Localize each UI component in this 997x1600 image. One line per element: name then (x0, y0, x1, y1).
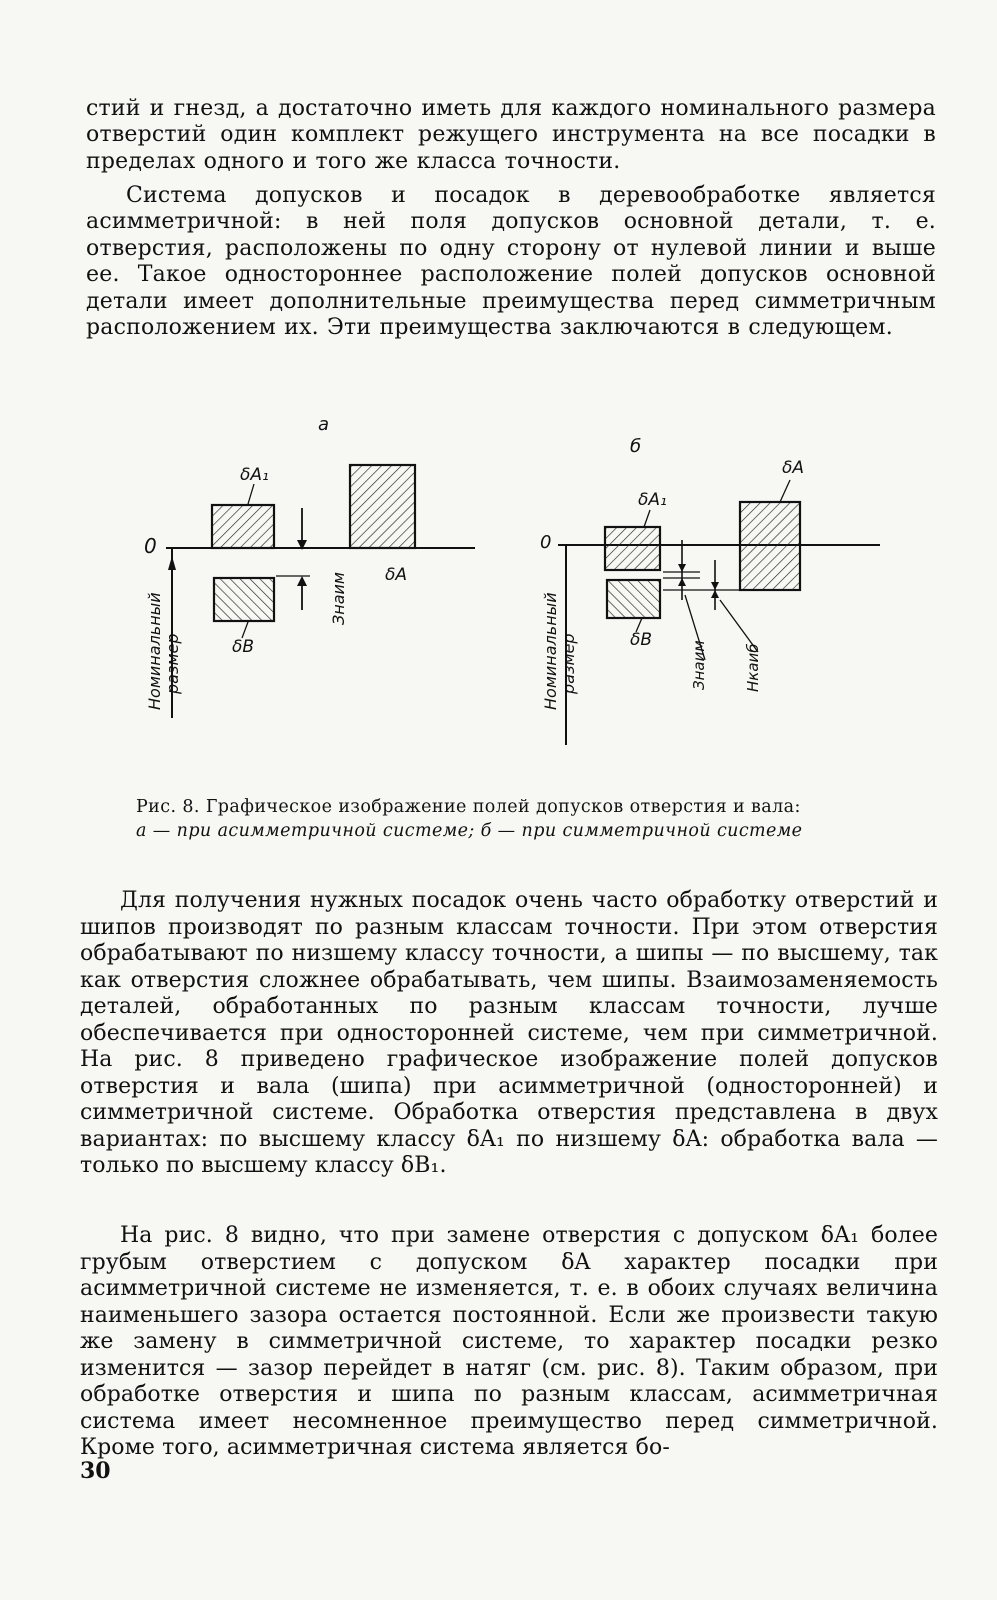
label-dA1-a: δA₁ (240, 465, 269, 485)
label-dA-a: δA (385, 565, 408, 585)
nominal-label-b1: Номинальный (541, 592, 560, 710)
label-zmin-a: Знаим (329, 572, 348, 625)
label-dA1-b: δA₁ (638, 490, 667, 510)
panel-a (144, 414, 475, 718)
paragraph-4: На рис. 8 видно, что при замене отверстия с допуском δA₁ более грубым отверстием с допуском δA характер посадки при асимметричной системе не изменяется, т. е. в обоих случаях величина наименьшего зазора остается постоянной. Если же произвести такую же замену в симметричной системе, то характер посадки резко изменится — зазор перейдет в натяг (см. рис. 8). Таким образом, при обработке отверстия и шипа по разным классам, асимметричная система имеет несомненное преимущество перед симметричной. Кроме того, асимметричная система является бо- (80, 1223, 938, 1460)
label-zmin-b: Знаим (690, 640, 708, 690)
field-dB-b (607, 580, 660, 618)
panel-b-label: б (630, 436, 642, 457)
nominal-label-a2: размер (163, 633, 182, 694)
label-dA-b: δA (782, 458, 805, 478)
nominal-label-b2: размер (559, 633, 578, 694)
page-number: 30 (80, 1458, 111, 1484)
paragraph-1: стий и гнезд, а достаточно иметь для каждого номинального размера отверстий один комплект режущего инструмента на все посадки в пределах одного и того же класса точности. (86, 96, 936, 174)
nominal-arrow-a (168, 556, 176, 570)
field-dA-b (740, 502, 800, 590)
label-nmax-b: Нкаиб (744, 643, 762, 692)
zero-label-b: 0 (540, 532, 552, 553)
figure-caption-line-2: а — при асимметричной системе; б — при симметричной системе (136, 821, 803, 841)
panel-a-label: а (318, 414, 330, 435)
figure-8 (130, 400, 890, 784)
zero-label-a: 0 (144, 534, 157, 558)
field-dA1-a (212, 505, 274, 548)
field-dA1-b (605, 527, 660, 570)
paragraph-3: Для получения нужных посадок очень часто обработку отверстий и шипов производят по разным классам точности. При этом отверстия обрабатывают по низшему классу точности, а шипы — по высшему, так как отверстия сложнее обрабатывать, чем шипы. Взаимозаменяемость деталей, обработанных по разным классам точности, лучше обеспечивается при односторонней системе, чем при симметричной. На рис. 8 приведено графическое изображение полей допусков отверстия и вала (шипа) при асимметричной (односторонней) и симметричной системе. Обработка отверстия представлена в двух вариантах: по высшему классу δA₁ по низшему δA: обработка вала — только по высшему классу δB₁. (80, 888, 938, 1178)
label-dB-a: δB (232, 637, 255, 657)
tolerance-diagram (130, 400, 890, 780)
label-dB-b: δB (630, 630, 653, 650)
field-dA-a (350, 465, 415, 548)
panel-b (540, 436, 880, 745)
field-dB-a (214, 578, 274, 621)
paragraph-2: Система допусков и посадок в деревообработке является асимметричной: в ней поля допусков основной детали, т. е. отверстия, расположены по одну сторону от нулевой линии и выше ее. Такое одностороннее расположение полей допусков основной детали имеет дополнительные преимущества перед симметричным расположением их. Эти преимущества заключаются в следующем. (86, 183, 936, 341)
figure-caption-line-1: Рис. 8. Графическое изображение полей допусков отверстия и вала: (136, 797, 801, 817)
nominal-label-a1: Номинальный (145, 592, 164, 710)
